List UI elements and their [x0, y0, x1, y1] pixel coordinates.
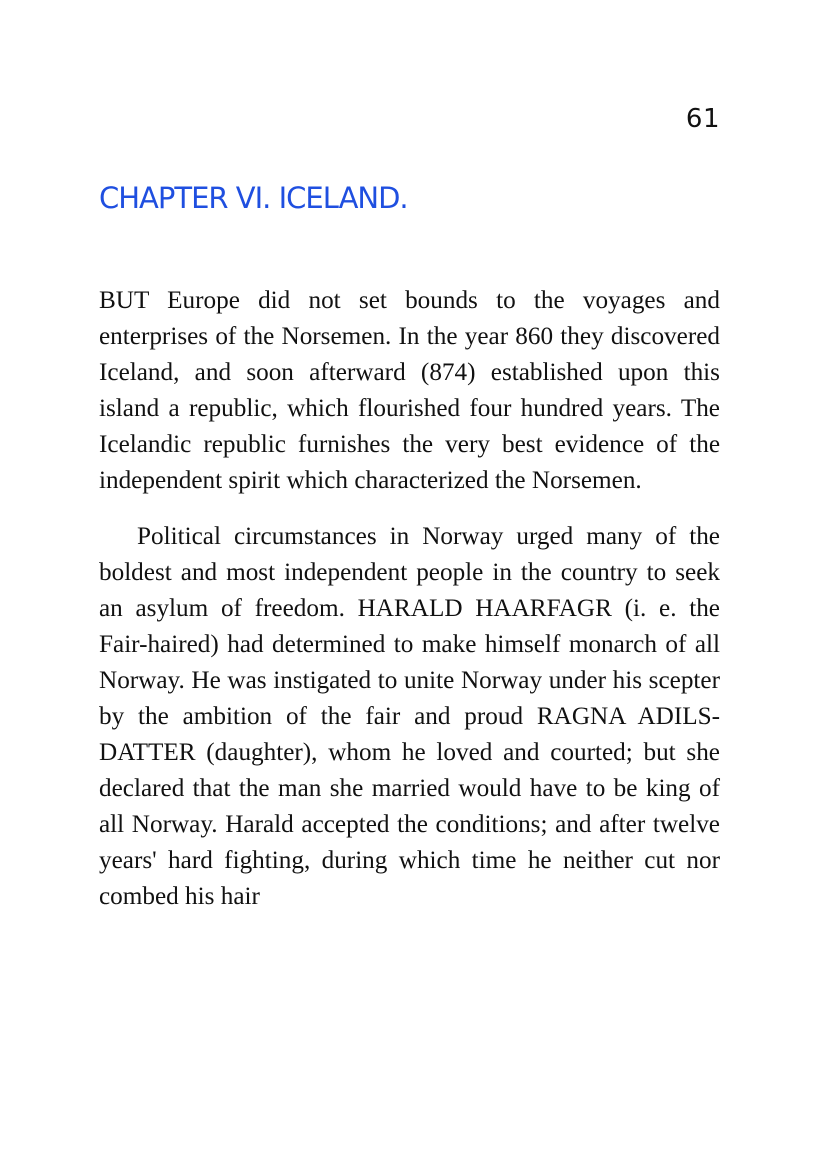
page-number: 61: [685, 104, 720, 134]
paragraph-1: BUT Europe did not set bounds to the voyages and enterprises of the Norsemen. In the year 860 they discovered Iceland, and soon afterward (874) established upon this island a republic, which flourished four hundred years. The Icelandic republic furnishes the very best evidence of the independent spirit which characterized the Norsemen.: [99, 287, 720, 494]
body-text: [99, 283, 720, 915]
chapter-title: CHAPTER VI. ICELAND.: [99, 181, 408, 215]
paragraph-2: Political circumstances in Norway urged many of the boldest and most independent people in the country to seek an asylum of freedom. HARALD HAARFAGR (i. e. the Fair-haired) had determined to make himself monarch of all Norway. He was instigated to unite Norway under his scepter by the ambition of the fair and proud RAGNA ADILSDATTER (daughter), whom he loved and courted; but she declared that the man she married would have to be king of all Norway. Harald accepted the conditions; and after twelve years' hard fighting, during which time he neither cut nor combed his hair: [99, 523, 720, 910]
